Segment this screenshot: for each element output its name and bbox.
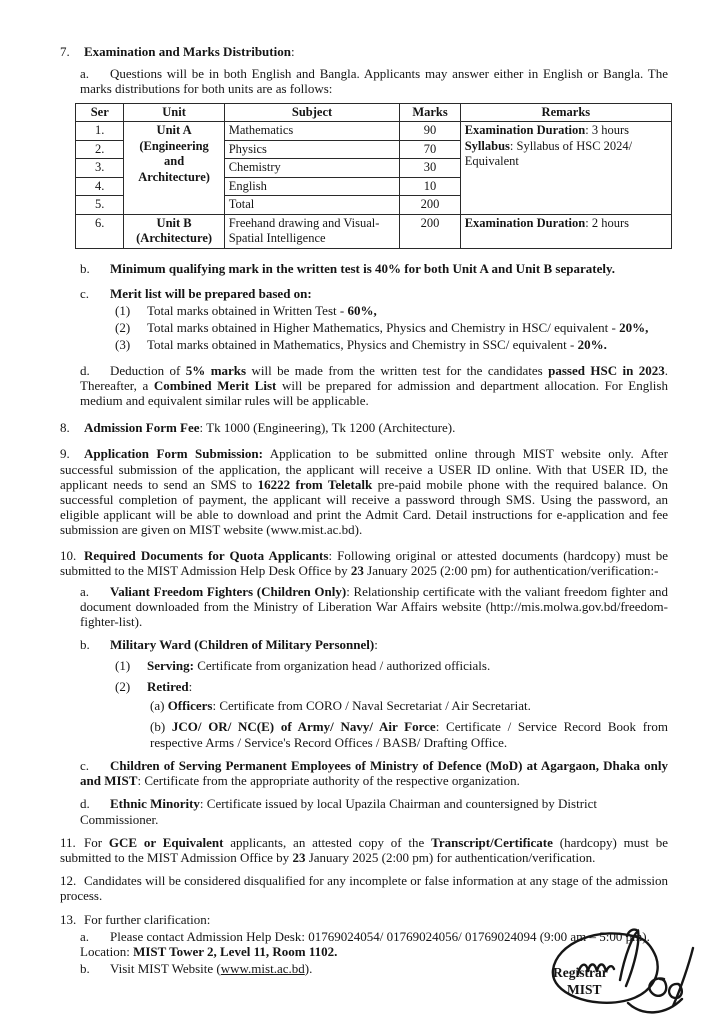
registrar-org: MIST <box>567 982 602 997</box>
para-7d-label: d. <box>80 362 90 378</box>
list-item-label: (3) <box>115 337 131 353</box>
cell-unit-a: Unit A (Engineering and Architecture) <box>124 122 224 215</box>
section-11-number: 11. <box>60 834 76 850</box>
list-item-label: (1) <box>115 303 131 319</box>
cell-marks: 30 <box>400 159 460 178</box>
cell-marks: 90 <box>400 122 460 141</box>
cell-marks: 200 <box>400 196 460 215</box>
table-header-unit: Unit <box>124 103 224 122</box>
signature-scribble-icon <box>540 922 720 1022</box>
section-9-text: Application Form Submission: Application to be submitted online through MIST website only. After successful submission of the application, the applicant will receive a USER ID online. With that USER ID, the applicant needs to send an SMS to 16222 from Teletalk pre-paid mobile phone with the required balance. On successful completion of payment, the applicant will receive a password through SMS. Using the password, an eligible applicant will be able to download and print the Admit Card. Detail instructions for e-application and fee submission are given on MIST website (www.mist.ac.bd). <box>60 446 668 538</box>
cell-subject: Total <box>224 196 400 215</box>
section-12-number: 12. <box>60 873 77 889</box>
para-13a-text: Please contact Admission Help Desk: 01769024054/ 01769024056/ 01769024094 (9:00 am – 5:00 pm). Location: MIST Tower 2, Level 11, Room 1102. <box>80 928 650 959</box>
para-10b2-text: Retired: <box>147 679 193 695</box>
para-10d-text: Ethnic Minority: Certificate issued by local Upazila Chairman and countersigned by District Commissioner. <box>80 796 598 827</box>
list-item-label: (2) <box>115 320 131 336</box>
para-10c-text: Children of Serving Permanent Employees of Ministry of Defence (MoD) at Agargaon, Dhaka only and MIST: Certificate from the appropriate authority of the respective organization. <box>80 757 668 789</box>
section-7-title: Examination and Marks Distribution: <box>84 44 295 59</box>
list-item <box>115 337 668 352</box>
para-10b-text: Military Ward (Children of Military Personnel): <box>110 636 378 652</box>
para-10b1 <box>115 658 668 673</box>
cell-ser: 2. <box>76 140 124 159</box>
list-item-text: Total marks obtained in Higher Mathematics, Physics and Chemistry in HSC/ equivalent - 20%, <box>147 320 649 336</box>
section-13-text: For further clarification: <box>84 911 211 927</box>
para-7c-label: c. <box>80 285 90 301</box>
cell-ser: 3. <box>76 159 124 178</box>
section-8-number: 8. <box>60 420 70 436</box>
para-7a-text: Questions will be in both English and Bangla. Applicants may answer either in English or Bangla. The marks distributions for both units are as follows: <box>80 66 668 97</box>
cell-remarks-unit-b: Examination Duration: 2 hours <box>460 214 671 248</box>
para-10b2b <box>150 719 668 749</box>
list-item <box>115 320 668 335</box>
list-item-text: Total marks obtained in Mathematics, Physics and Chemistry in SSC/ equivalent - 20%. <box>147 337 607 353</box>
para-13b-prefix: Visit MIST Website ( <box>110 961 221 977</box>
para-10b2b-text: (b) JCO/ OR/ NC(E) of Army/ Navy/ Air Force: Certificate / Service Record Book from respective Arms / Service's Record Offices / BASB/ Drafting Office. <box>150 719 668 750</box>
para-10b1-label: (1) <box>115 657 131 673</box>
section-7-number: 7. <box>60 44 70 59</box>
table-row <box>76 214 672 248</box>
para-10c-label: c. <box>80 757 90 773</box>
para-7b <box>80 261 668 276</box>
para-10a-label: a. <box>80 584 90 600</box>
para-10a <box>80 584 668 630</box>
table-header-marks: Marks <box>400 103 460 122</box>
cell-subject: English <box>224 177 400 196</box>
para-7d <box>80 363 668 409</box>
para-10b <box>80 637 668 652</box>
table-row <box>76 122 672 141</box>
cell-ser: 1. <box>76 122 124 141</box>
cell-remarks-unit-a: Examination Duration: 3 hours Syllabus: Syllabus of HSC 2024/ Equivalent <box>460 122 671 215</box>
merit-list-items <box>60 303 668 353</box>
table-header-ser: Ser <box>76 103 124 122</box>
para-10b2a <box>150 698 668 713</box>
list-item-text: Total marks obtained in Written Test - 60%, <box>147 303 377 319</box>
list-item <box>115 303 668 318</box>
section-12 <box>60 873 668 903</box>
cell-subject: Chemistry <box>224 159 400 178</box>
section-11-text: For GCE or Equivalent applicants, an attested copy of the Transcript/Certificate (hardcopy) must be submitted to the MIST Admission Office by 23 January 2025 (2:00 pm) for authentication/verification. <box>60 834 668 865</box>
cell-subject: Physics <box>224 140 400 159</box>
section-10-text: Required Documents for Quota Applicants: Following original or attested documents (hardcopy) must be submitted to the MIST Admission Help Desk Office by 23 January 2025 (2:00 pm) for authentication/verification:- <box>60 547 668 578</box>
section-10 <box>60 548 668 578</box>
para-13b-suffix: ). <box>304 961 313 977</box>
cell-ser: 5. <box>76 196 124 215</box>
para-10b-label: b. <box>80 636 90 652</box>
para-7a-label: a. <box>80 66 90 82</box>
para-10b1-text: Serving: Certificate from organization head / authorized officials. <box>147 657 491 673</box>
section-8-text: Admission Form Fee: Tk 1000 (Engineering), Tk 1200 (Architecture). <box>84 420 456 436</box>
para-13a-label: a. <box>80 928 90 944</box>
para-10d <box>80 796 668 826</box>
section-10-number: 10. <box>60 547 77 563</box>
para-10c <box>80 758 668 788</box>
section-9 <box>60 446 668 537</box>
para-7a <box>80 66 668 96</box>
para-10a-text: Valiant Freedom Fighters (Children Only): Relationship certificate with the valiant freedom fighter and document downloaded from the Ministry of Liberation War Affairs website (http://mis.molwa.gov.bd/freedom-fighter-list). <box>80 584 669 630</box>
section-11 <box>60 835 668 865</box>
section-12-text: Candidates will be considered disqualified for any incomplete or false information at any stage of the admission process. <box>60 873 668 904</box>
para-10b2-label: (2) <box>115 679 131 695</box>
para-10d-label: d. <box>80 796 90 812</box>
para-7c-text: Merit list will be prepared based on: <box>110 285 312 301</box>
table-header-subject: Subject <box>224 103 400 122</box>
section-7-heading <box>60 44 668 59</box>
cell-ser: 6. <box>76 214 124 248</box>
para-10b2 <box>115 679 668 694</box>
marks-distribution-table <box>75 103 672 249</box>
mist-website-link[interactable]: www.mist.ac.bd <box>220 961 305 977</box>
cell-marks: 70 <box>400 140 460 159</box>
para-7d-text: Deduction of 5% marks will be made from the written test for the candidates passed HSC in 2023. Thereafter, a Combined Merit List will be prepared for admission and department allocation. For English medium and equivalent similar rules will be applicable. <box>80 362 669 409</box>
para-7b-label: b. <box>80 260 90 276</box>
para-13b-label: b. <box>80 961 90 977</box>
para-7b-text: Minimum qualifying mark in the written test is 40% for both Unit A and Unit B separately. <box>110 260 615 276</box>
section-8 <box>60 420 668 435</box>
para-10b2a-text: (a) Officers: Certificate from CORO / Naval Secretariat / Air Secretariat. <box>150 698 531 714</box>
section-13-number: 13. <box>60 911 77 927</box>
cell-marks: 10 <box>400 177 460 196</box>
cell-marks: 200 <box>400 214 460 248</box>
registrar-signature-block <box>540 922 720 1022</box>
section-9-number: 9. <box>60 446 70 462</box>
para-7c <box>80 286 668 301</box>
cell-unit-b: Unit B (Architecture) <box>124 214 224 248</box>
table-header-row <box>76 103 672 122</box>
registrar-title: Registrar <box>553 965 608 980</box>
table-header-remarks: Remarks <box>460 103 671 122</box>
cell-subject: Freehand drawing and Visual-Spatial Intelligence <box>224 214 400 248</box>
cell-ser: 4. <box>76 177 124 196</box>
cell-subject: Mathematics <box>224 122 400 141</box>
